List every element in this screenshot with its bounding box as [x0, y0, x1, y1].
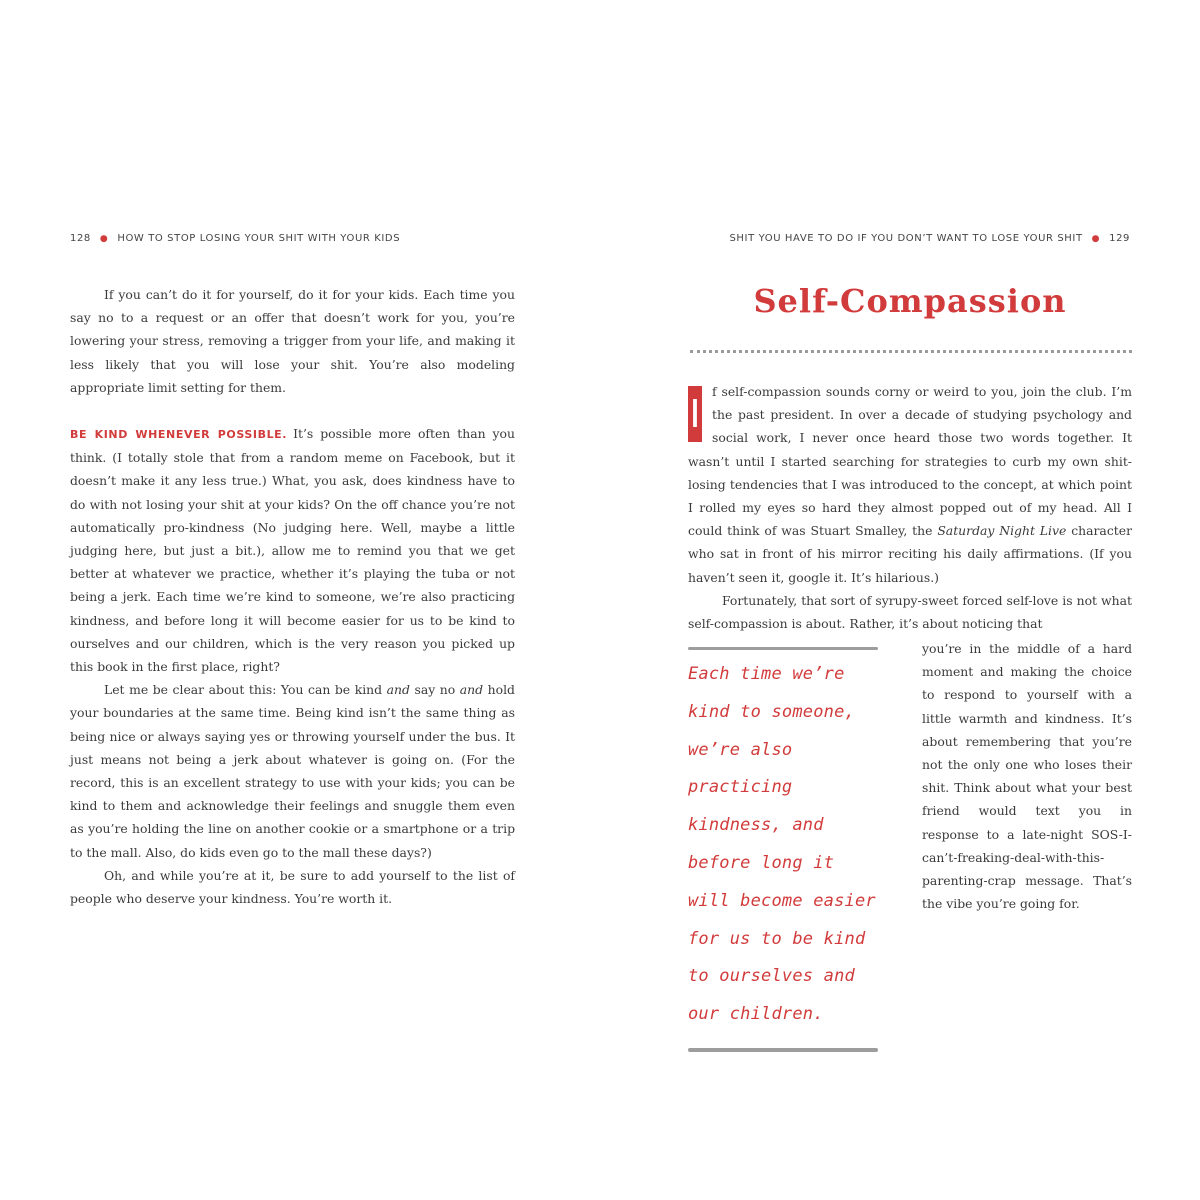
pull-quote-bottom-rule [688, 1048, 878, 1052]
right-column-text [922, 637, 1132, 915]
right-intro-text [688, 380, 1132, 635]
p3-part-e: hold your boundaries at the same time. Being kind isn’t the same thing as being nice or always saying yes or throwing yourself under the bus. It just means not being a jerk about whatever is going on. (For the record, this is an excellent strategy to use with your kids; you can be kind to them and acknowledge their feelings and snuggle them even as you’re holding the line on another cookie or a smartphone or a trip to the mall. Also, do kids even go to the mall these days?) [70, 682, 515, 860]
right-paragraph-2-continued: you’re in the middle of a hard moment and making the choice to respond to yourself with a little warmth and kindness. It’s about remembering that you’re not the only one who loses their shit. Think about what your best friend would text you in response to a late-night SOS-I-can’t-freaking-deal-with-this-parenting-crap message. That’s the vibe you’re going for. [922, 641, 1132, 912]
pull-quote [688, 647, 878, 1052]
left-paragraph-1: If you can’t do it for yourself, do it for your kids. Each time you say no to a request or an offer that doesn’t work for you, you’re lowering your stress, removing a trigger from your life, and making it less likely that you will lose your shit. You’re also modeling appropriate limit setting for them. [70, 287, 515, 395]
p3-part-a: Let me be clear about this: You can be kind [104, 682, 387, 698]
title-divider [690, 350, 1132, 353]
section-heading: BE KIND WHENEVER POSSIBLE. [70, 428, 288, 442]
right-page-number: 129 [1109, 233, 1130, 244]
left-paragraph-3 [70, 678, 515, 864]
p3-emphasis-1: and [386, 682, 410, 698]
p3-part-c: say no [409, 682, 460, 698]
right-page [600, 0, 1200, 1200]
p3-emphasis-2: and [459, 682, 484, 698]
right-p1-part-b: character who sat in front of his mirror reciting his daily affirmations. (If you haven’t seen it, google it. It’s hilarious.) [688, 523, 1132, 585]
right-p1-emphasis: Saturday Night Live [937, 523, 1067, 539]
left-paragraph-2-text: It’s possible more often than you think. (I totally stole that from a random meme on Facebook, but it doesn’t make it any less true.) What, you ask, does kindness have to do with not losing your shit at your kids? On the off chance you’re not automatically pro-kindness (No judging here. Well, maybe a little judging here, but just a bit.), allow me to remind you that we get better at whatever we practice, whether it’s playing the tuba or not being a jerk. Each time we’re kind to someone, we’re also practicing kindness, and before long it will become easier for us to be kind to ourselves and our children, which is the very reason you picked up this book in the first place, right? [70, 426, 515, 675]
bullet-icon: ● [99, 234, 109, 244]
right-paragraph-2: Fortunately, that sort of syrupy-sweet forced self-love is not what self-compassion is about. Rather, it’s about noticing that [688, 592, 1132, 632]
left-paragraph-4: Oh, and while you’re at it, be sure to add yourself to the list of people who deserve your kindness. You’re worth it. [70, 867, 515, 907]
right-paragraph-1 [688, 380, 1132, 589]
drop-cap: I [688, 386, 702, 442]
bullet-icon: ● [1091, 234, 1101, 244]
pull-quote-top-rule [688, 647, 878, 650]
right-p1-part-a: f self-compassion sounds corny or weird to you, join the club. I’m the past president. In over a decade of studying psychology and social work, I never once heard those two words together. It wasn’t until I started searching for strategies to curb my own shit-losing tendencies that I was introduced to the concept, at which point I rolled my eyes so hard they almost popped out of my head. All I could think of was Stuart Smalley, the [688, 384, 1132, 539]
left-running-head [70, 233, 400, 244]
left-paragraph-2 [70, 422, 515, 678]
left-page-number: 128 [70, 233, 91, 244]
chapter-title: Self-Compassion [753, 282, 1067, 320]
left-body-text [70, 283, 515, 910]
left-running-head-text: HOW TO STOP LOSING YOUR SHIT WITH YOUR KIDS [117, 233, 401, 244]
right-running-head [729, 233, 1130, 244]
pull-quote-text: Each time we’re kind to someone, we’re also practicing kindness, and before long it will become easier for us to be kind to ourselves and our children. [688, 664, 876, 1025]
right-running-head-text: SHIT YOU HAVE TO DO IF YOU DON’T WANT TO LOSE YOUR SHIT [729, 233, 1083, 244]
